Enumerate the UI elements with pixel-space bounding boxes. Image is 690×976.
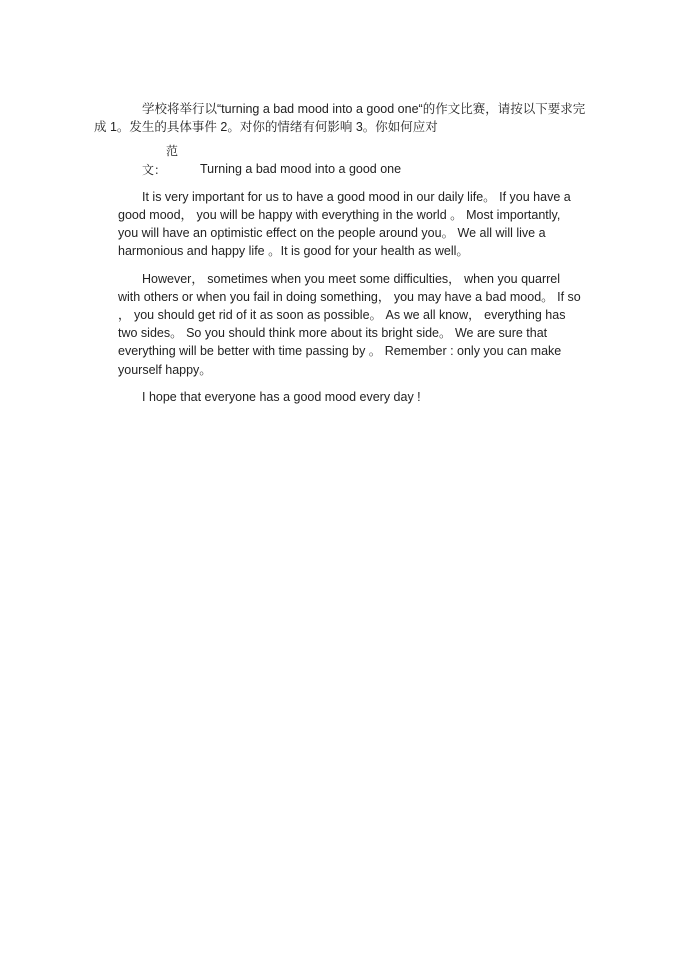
prompt-line-2: 成 1。发生的具体事件 2。对你的情绪有何影响 3。你如何应对 [94, 120, 438, 135]
essay-paragraph-3 [118, 388, 588, 406]
paragraph-1-line-1: It is very important for us to have a good mood in our daily life。 If you have a [142, 189, 571, 204]
paragraph-2-line-4: two sides。 So you should think more about its bright side。 We are sure that [118, 326, 548, 341]
prompt-line-1: 学校将举行以“turning a bad mood into a good one“的作文比赛，请按以下要求完 [142, 102, 586, 116]
essay-title: Turning a bad mood into a good one [200, 162, 402, 177]
essay-paragraph-1 [118, 188, 588, 261]
paragraph-2-line-3: ， you should get rid of it as soon as possible。 As we all know， everything has [118, 308, 566, 323]
essay-prompt [94, 100, 588, 136]
paragraph-1-line-2: good mood， you will be happy with everything in the world 。 Most importantly, [118, 208, 561, 223]
paragraph-2-line-1: However， sometimes when you meet some difficulties， when you quarrel [142, 271, 561, 286]
paragraph-2-line-2: with others or when you fail in doing something， you may have a bad mood。 If so [118, 289, 581, 304]
essay-paragraph-2 [118, 270, 588, 379]
paragraph-1-line-3: you will have an optimistic effect on the people around you。 We all will live a [118, 226, 546, 241]
paragraph-1-line-4: harmonious and happy life 。It is good for your health as well。 [118, 244, 469, 259]
paragraph-3-line-1: I hope that everyone has a good mood every day ! [142, 389, 421, 404]
essay-label: 范文： [142, 144, 179, 177]
essay-heading [118, 142, 588, 178]
document-body [94, 100, 588, 406]
paragraph-2-line-5: everything will be better with time passing by 。 Remember : only you can make [118, 344, 562, 359]
paragraph-2-line-6: yourself happy。 [118, 362, 212, 377]
